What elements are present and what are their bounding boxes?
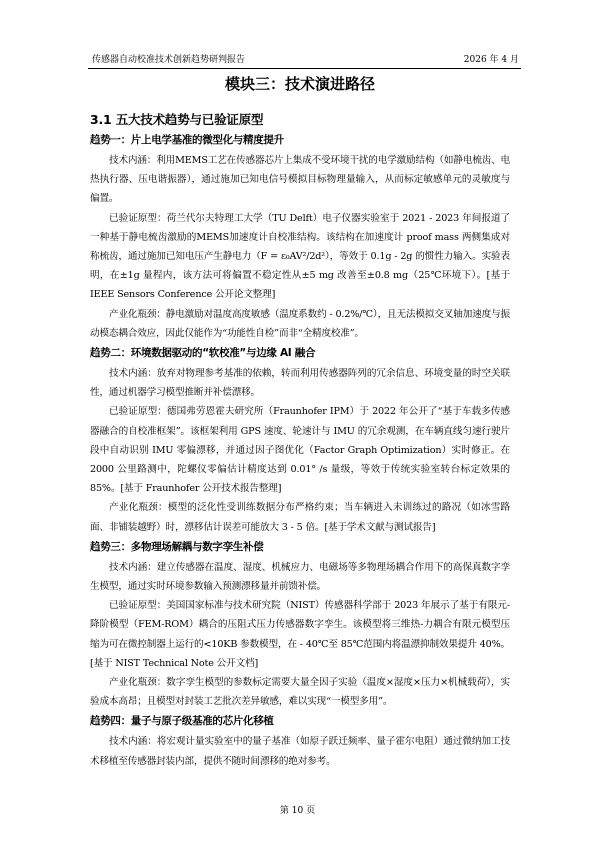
trend-4 — [90, 714, 510, 770]
page-number: 第 10 页 — [279, 806, 316, 816]
trend-title: 趋势三：多物理场解耦与数字孪生补偿 — [90, 540, 264, 553]
trend-title: 趋势一：片上电学基准的微型化与精度提升 — [90, 134, 284, 146]
module-title: 模块三：技术演进路径 — [224, 75, 375, 93]
report-title: 传感器自动校准技术创新趋势研判报告 — [92, 55, 246, 65]
trend-3 — [90, 540, 510, 712]
paragraph-tech-definition: 技术内涵：利用MEMS工艺在传感器芯片上集成不受环境干扰的电学激励结构（如静电梳齿、电热执行器、压电谐振器），通过施加已知电信号模拟目标物理量输入，从而标定敏感单元的灵敏度与偏置。 — [90, 155, 510, 205]
paragraph-tech-definition: 技术内涵：放弃对物理参考基准的依赖，转而利用传感器阵列的冗余信息、环境变量的时空关联性，通过机器学习模型推断并补偿漂移。 — [90, 368, 510, 399]
report-date: 2026 年 4 月 — [463, 55, 519, 65]
paragraph-industrialization-bottleneck: 产业化瓶颈：模型的泛化性受训练数据分布严格约束；当车辆进入未训练过的路况（如冰雪路面、非铺装越野）时，漂移估计误差可能放大 3 - 5 倍。[基于学术文献与测试报告] — [90, 502, 510, 533]
paragraph-industrialization-bottleneck: 产业化瓶颈：数字孪生模型的参数标定需要大量全因子实验（温度×湿度×压力×机械载荷），实验成本高昂；且模型对封装工艺批次差异敏感，难以实现“一模型多用”。 — [90, 677, 510, 708]
paragraph-verified-prototype: 已验证原型：德国弗劳恩霍夫研究所（Fraunhofer IPM）于 2022 年公开了“基于车载多传感器融合的自校准框架”。该框架利用 GPS 速度、轮速计与 IMU 的冗余观测，在车辆直线匀速行驶片段中自动识别 IMU 零偏漂移，并通过因子图优化（Factor Graph Optimization）实时修正。在 2000 公里路测中，陀螺仪零偏估计精度达到 0.01° /s 量级，等效于传统实验室转台标定效果的 85%。[基于 Fraunhofer 公开技术报告整理] — [90, 406, 510, 495]
paragraph-tech-definition: 技术内涵：将宏观计量实验室中的量子基准（如原子跃迁频率、量子霍尔电阻）通过微纳加工技术移植至传感器封装内部，提供不随时间漂移的绝对参考。 — [90, 736, 510, 767]
header-divider — [88, 68, 521, 69]
paragraph-industrialization-bottleneck: 产业化瓶颈：静电激励对温度高度敏感（温度系数约 - 0.2%/℃），且无法模拟交叉轴加速度与振动模态耦合效应，因此仅能作为“功能性自检”而非“全精度校准”。 — [90, 308, 510, 339]
paragraph-verified-prototype: 已验证原型：荷兰代尔夫特理工大学（TU Delft）电子仪器实验室于 2021 - 2023 年间报道了一种基于静电梳齿激励的MEMS加速度计自校准结构。该结构在加速度计 proof mass 两侧集成对称梳齿，通过施加已知电压产生静电力（F = ε₀AV²/2d²），等效于 0.1g - 2g 的惯性力输入。实验表明，在±1g 量程内，该方法可将偏置不稳定性从±5 mg 改善至±0.8 mg（25℃环境下）。[基于 IEEE Sensors Conference 公开论文整理] — [90, 212, 510, 301]
trend-title: 趋势二：环境数据驱动的“软校准”与边缘 AI 融合 — [90, 347, 316, 360]
paragraph-verified-prototype: 已验证原型：美国国家标准与技术研究院（NIST）传感器科学部于 2023 年展示了基于有限元-降阶模型（FEM-ROM）耦合的压阻式压力传感器数字孪生。该模型将三维热-力耦合有限元模型压缩为可在微控制器上运行的<10KB 参数模型，在 - 40℃至 85℃范围内将温漂抑制效果提升 40%。[基于 NIST Technical Note 公开文档] — [90, 600, 510, 669]
trend-1 — [90, 133, 510, 343]
trend-title: 趋势四：量子与原子级基准的芯片化移植 — [90, 715, 274, 728]
trend-2 — [90, 346, 510, 537]
page-body — [90, 74, 510, 774]
paragraph-tech-definition: 技术内涵：建立传感器在温度、湿度、机械应力、电磁场等多物理场耦合作用下的高保真数字孪生模型，通过实时环境参数输入预测漂移量并前馈补偿。 — [90, 561, 510, 593]
page-header — [92, 54, 519, 68]
section-title: 3.1 五大技术趋势与已验证原型 — [90, 112, 264, 127]
